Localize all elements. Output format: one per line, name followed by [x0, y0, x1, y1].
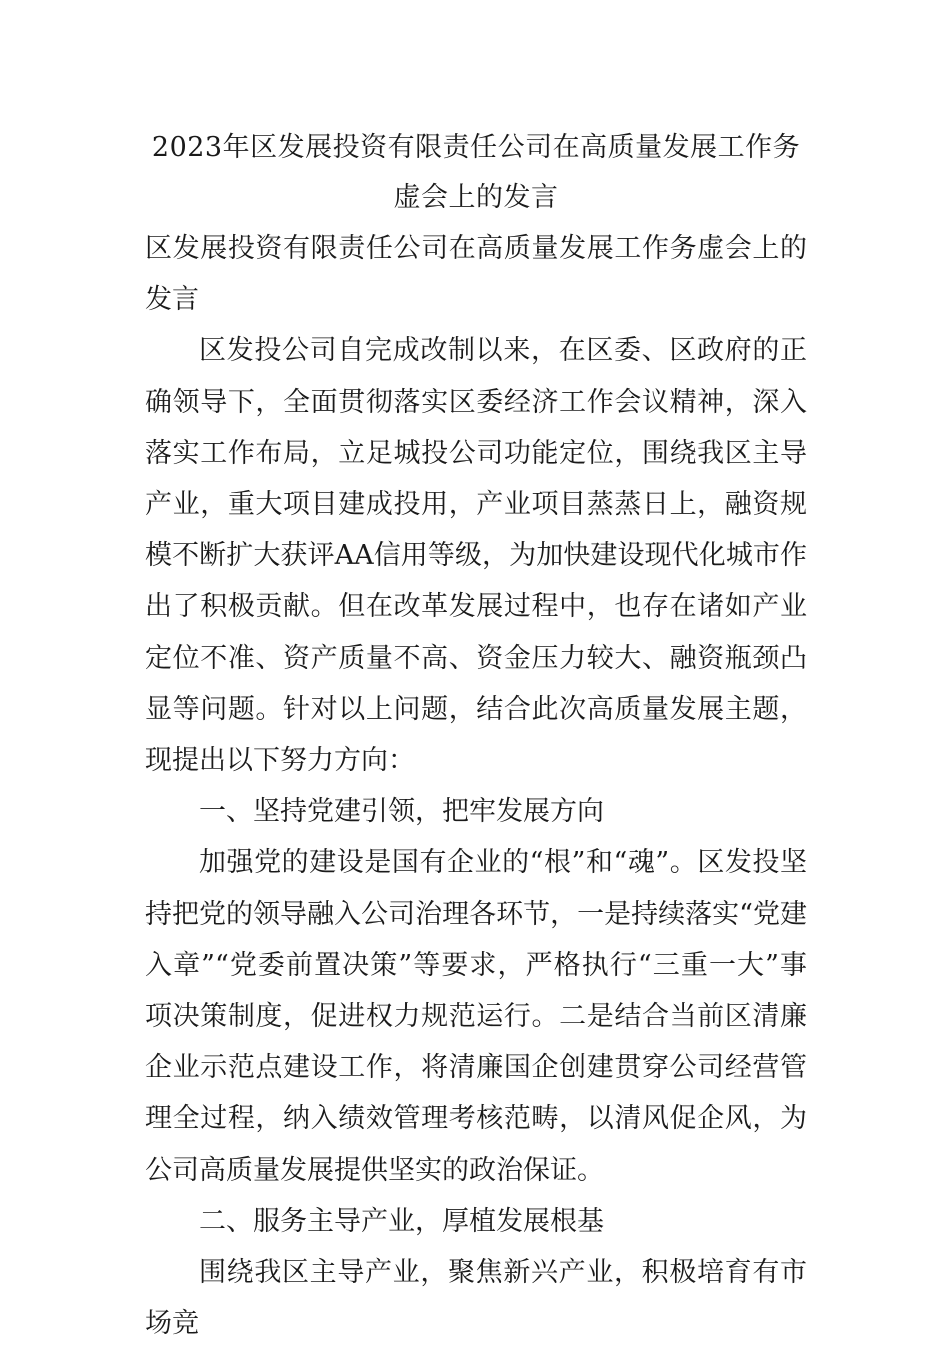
document-title: 2023年区发展投资有限责任公司在高质量发展工作务虚会上的发言: [151, 132, 801, 213]
section-2-paragraph: 围绕我区主导产业，聚焦新兴产业，积极培育有市场竞: [145, 1257, 807, 1340]
document-body: [145, 123, 807, 1349]
section-heading-2: 二、服务主导产业，厚植发展根基: [199, 1205, 604, 1237]
subtitle-paragraph: 区发展投资有限责任公司在高质量发展工作务虚会上的发言: [145, 233, 807, 316]
section-heading-1: 一、坚持党建引领，把牢发展方向: [199, 796, 604, 828]
section-1-paragraph: 加强党的建设是国有企业的“根”和“魂”。区发投坚持把党的领导融入公司治理各环节，一是持续落实“党建入章”“党委前置决策”等要求，严格执行“三重一大”事项决策制度，促进权力规范运行。二是结合当前区清廉企业示范点建设工作，将清廉国企创建贯穿公司经营管理全过程，纳入绩效管理考核范畴，以清风促企风，为公司高质量发展提供坚实的政治保证。: [145, 847, 807, 1186]
intro-paragraph: 区发投公司自完成改制以来，在区委、区政府的正确领导下，全面贯彻落实区委经济工作会议精神，深入落实工作布局，立足城投公司功能定位，围绕我区主导产业，重大项目建成投用，产业项目蒸蒸日上，融资规模不断扩大获评AA信用等级，为加快建设现代化城市作出了积极贡献。但在改革发展过程中，也存在诸如产业定位不准、资产质量不高、资金压力较大、融资瓶颈凸显等问题。针对以上问题，结合此次高质量发展主题，现提出以下努力方向：: [145, 335, 807, 777]
